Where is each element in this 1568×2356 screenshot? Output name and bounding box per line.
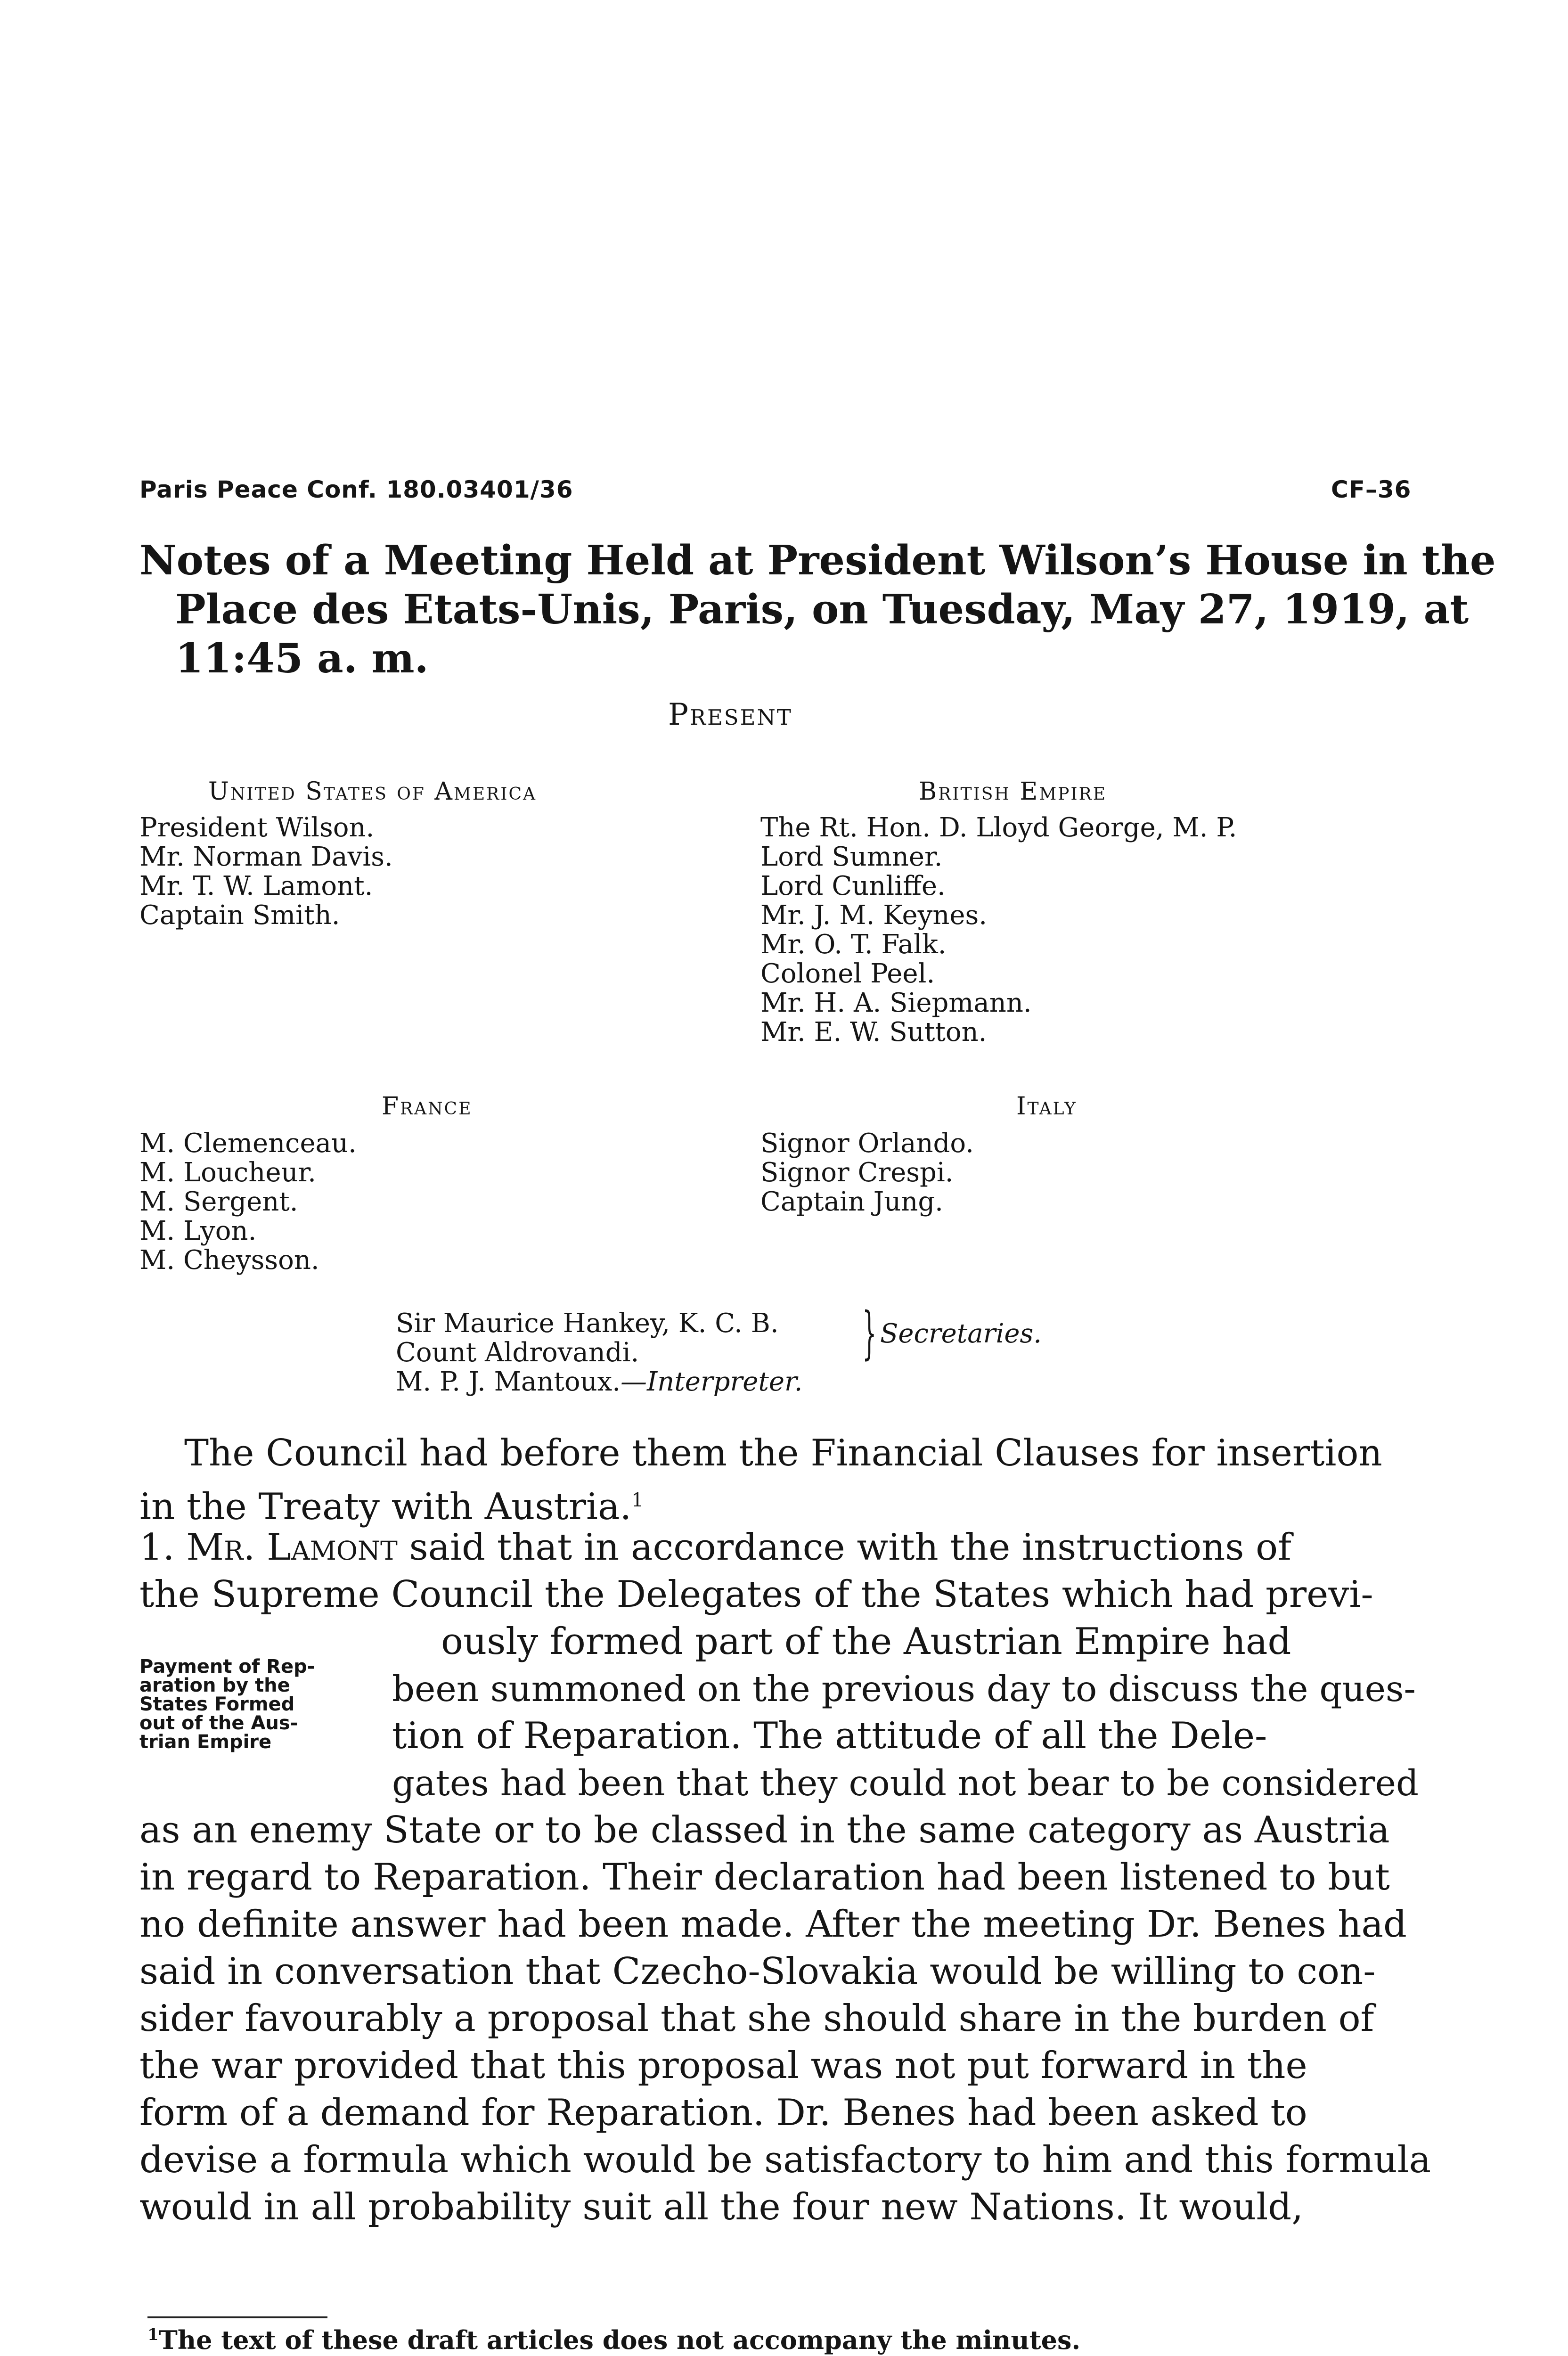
body-line	[139, 1524, 1291, 1571]
delegate: M. Loucheur.	[139, 1157, 316, 1188]
delegate: Colonel Peel.	[760, 958, 935, 989]
footnote-reference: 1	[631, 1489, 644, 1511]
footnote-divider	[147, 2316, 327, 2318]
delegate: The Rt. Hon. D. Lloyd George, M. P.	[760, 812, 1237, 843]
margin-note-line: States Formed	[139, 1693, 295, 1715]
intro-text: in the Treaty with Austria.	[139, 1486, 632, 1528]
body-line: gates had been that they could not bear to be considered	[392, 1762, 1419, 1804]
speaker-name: Mr. Lamont	[186, 1526, 398, 1569]
interpreter-name: M. P. J. Mantoux.	[396, 1366, 621, 1397]
delegation-list-us	[139, 813, 393, 930]
margin-note	[139, 1657, 315, 1751]
present-heading: Present	[668, 697, 792, 732]
intro-line	[139, 1477, 644, 1530]
delegate: Mr. J. M. Keynes.	[760, 900, 988, 931]
delegate: Signor Crespi.	[760, 1157, 954, 1188]
delegate: M. Cheysson.	[139, 1245, 319, 1276]
footnote-text: The text of these draft articles does not accompany the minutes.	[158, 2325, 1081, 2355]
delegate: M. Lyon.	[139, 1216, 257, 1246]
body-line: sider favourably a proposal that she should share in the burden of	[139, 1997, 1374, 2040]
body-line: said in conversation that Czecho-Slovakia would be willing to con-	[139, 1950, 1376, 1993]
document-code: CF–36	[1331, 476, 1412, 503]
delegate: Captain Smith.	[139, 900, 340, 931]
interpreter-label: —Interpreter.	[621, 1366, 803, 1397]
intro-line: The Council had before them the Financial Clauses for insertion	[184, 1432, 1382, 1474]
secretary-name: Count Aldrovandi.	[396, 1337, 639, 1368]
delegate: Mr. E. W. Sutton.	[760, 1017, 987, 1047]
secretaries-block	[396, 1309, 802, 1397]
delegate: Mr. Norman Davis.	[139, 842, 393, 872]
body-line: tion of Reparation. The attitude of all the Dele-	[392, 1715, 1267, 1757]
delegation-list-italy	[760, 1129, 974, 1217]
title-line: 11:45 a. m.	[175, 635, 429, 682]
delegate: Mr. T. W. Lamont.	[139, 871, 373, 901]
body-line: form of a demand for Reparation. Dr. Benes had been asked to	[139, 2092, 1307, 2134]
body-line: ously formed part of the Austrian Empire had	[441, 1620, 1291, 1663]
margin-note-line: trian Empire	[139, 1731, 272, 1753]
delegate: M. Sergent.	[139, 1186, 298, 1217]
document-reference: Paris Peace Conf. 180.03401/36	[139, 476, 573, 503]
delegate: Signor Orlando.	[760, 1128, 974, 1159]
delegate: Mr. H. A. Siepmann.	[760, 988, 1032, 1018]
body-line: the Supreme Council the Delegates of the States which had previ-	[139, 1573, 1373, 1616]
margin-note-line: out of the Aus-	[139, 1712, 298, 1734]
item-number: 1.	[139, 1526, 175, 1569]
delegate: Captain Jung.	[760, 1186, 943, 1217]
footnote	[147, 2325, 1080, 2355]
delegation-heading-british: British Empire	[919, 777, 1107, 806]
delegation-list-british	[760, 813, 1237, 1047]
footnote-marker: 1	[147, 2325, 159, 2344]
title-line: Place des Etats-Unis, Paris, on Tuesday, May 27, 1919, at	[175, 586, 1469, 633]
body-line: been summoned on the previous day to discuss the ques-	[392, 1668, 1416, 1710]
delegate: Mr. O. T. Falk.	[760, 929, 947, 960]
body-line: the war provided that this proposal was not put forward in the	[139, 2045, 1307, 2087]
body-line: would in all probability suit all the four new Nations. It would,	[139, 2186, 1303, 2228]
secretary-name: Sir Maurice Hankey, K. C. B.	[396, 1308, 779, 1339]
margin-note-line: aration by the	[139, 1675, 290, 1696]
delegation-heading-france: France	[382, 1092, 473, 1121]
secretaries-label: Secretaries.	[880, 1318, 1042, 1349]
body-line: devise a formula which would be satisfactory to him and this formula	[139, 2139, 1431, 2181]
delegation-heading-us: United States of America	[208, 777, 537, 806]
page-title	[139, 536, 1496, 683]
body-text: said that in accordance with the instructions of	[409, 1526, 1291, 1569]
delegate: M. Clemenceau.	[139, 1128, 357, 1159]
interpreter-line	[396, 1367, 802, 1397]
delegation-list-france	[139, 1129, 357, 1275]
delegate: Lord Cunliffe.	[760, 871, 946, 901]
margin-note-line: Payment of Rep-	[139, 1656, 315, 1677]
body-line: no definite answer had been made. After the meeting Dr. Benes had	[139, 1903, 1407, 1946]
delegate: President Wilson.	[139, 812, 375, 843]
body-line: as an enemy State or to be classed in the same category as Austria	[139, 1809, 1390, 1851]
delegate: Lord Sumner.	[760, 842, 943, 872]
title-line: Notes of a Meeting Held at President Wilson’s House in the	[139, 537, 1496, 584]
body-line: in regard to Reparation. Their declaration had been listened to but	[139, 1856, 1390, 1898]
brace-symbol: }	[862, 1301, 877, 1366]
delegation-heading-italy: Italy	[1016, 1092, 1077, 1121]
